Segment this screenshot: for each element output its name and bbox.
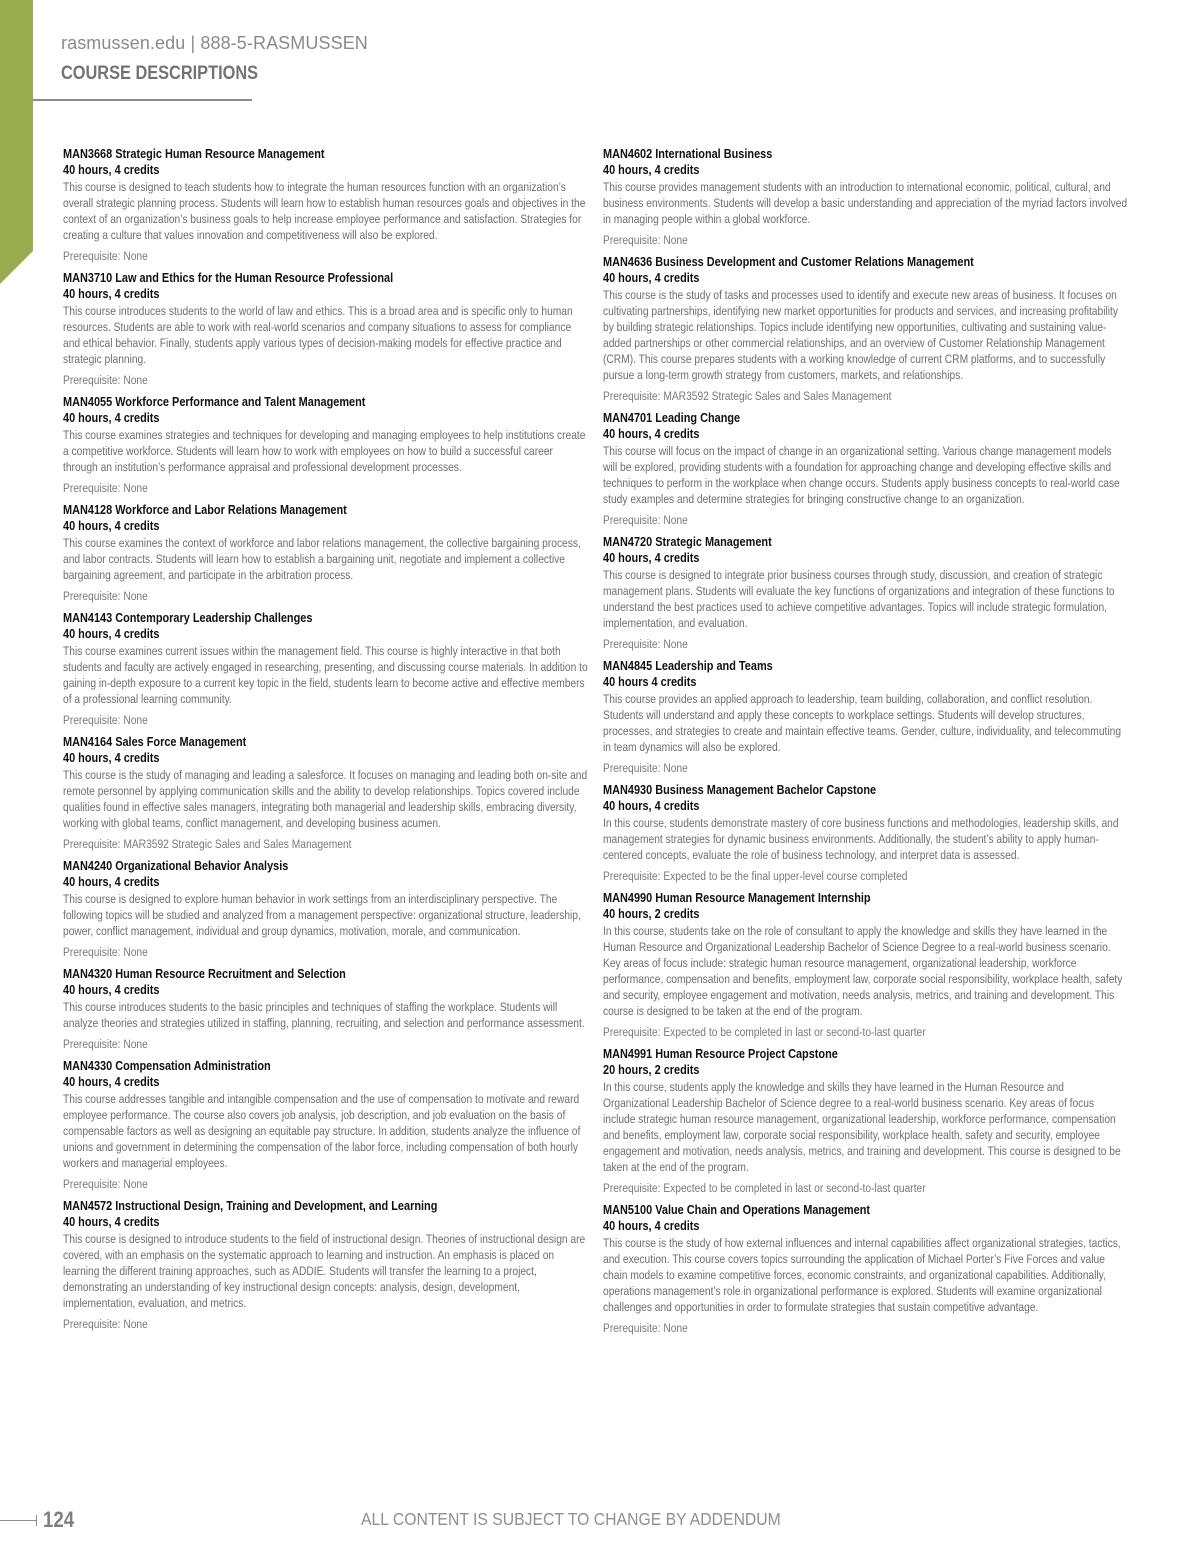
course-title: MAN3710 Law and Ethics for the Human Resource Professional xyxy=(63,270,394,285)
course-hours-credits: 40 hours, 4 credits xyxy=(63,286,160,301)
accent-side-bar xyxy=(0,0,33,284)
course-entry xyxy=(603,410,1128,528)
course-description: This course is the study of managing and leading a salesforce. It focuses on managing and leading both on-site and remote personnel by applying communication skills and the ability to develop relationships. Topics covered include qualities found in effective sales managers, integrating both managerial and leadership skills, embracing diversity, working with global teams, conflict management, and developing business acumen. xyxy=(63,768,588,830)
course-hours-credits: 40 hours 4 credits xyxy=(603,674,697,689)
course-entry xyxy=(63,734,588,852)
course-title: MAN4845 Leadership and Teams xyxy=(603,658,773,673)
course-entry xyxy=(63,966,588,1052)
course-entry xyxy=(63,858,588,960)
course-prerequisite: Prerequisite: None xyxy=(603,761,688,775)
course-hours-credits: 40 hours, 4 credits xyxy=(63,874,160,889)
page-number: 124 xyxy=(43,1507,75,1532)
course-description: This course addresses tangible and intangible compensation and the use of compensation to motivate and reward employee performance. The course also covers job analysis, job description, and job evaluation on the basis of compensable factors as well as designing an equitable pay structure. In addition, students analyze the influence of unions and government in determining the compensation of the labor force, including compensation of both hourly workers and managerial employees. xyxy=(63,1092,581,1170)
left-course-column xyxy=(63,146,588,1338)
course-hours-credits: 40 hours, 4 credits xyxy=(63,162,160,177)
course-prerequisite: Prerequisite: None xyxy=(603,1321,688,1335)
course-hours-credits: 40 hours, 2 credits xyxy=(603,906,700,921)
course-hours-credits: 40 hours, 4 credits xyxy=(63,626,160,641)
course-description: In this course, students take on the role of consultant to apply the knowledge and skills they have learned in the Human Resource and Organizational Leadership Bachelor of Science Degree to a real-world business scenario. Key areas of focus include: strategic human resource management, organizational leadership, workforce performance, compensation and benefits, employment law, corporate social responsibility, workplace health, safety and security, employee engagement and motivation, needs analysis, metrics, and training and development. This course is designed to be taken at the end of the program. xyxy=(603,924,1123,1018)
course-hours-credits: 40 hours, 4 credits xyxy=(603,798,700,813)
course-hours-credits: 20 hours, 2 credits xyxy=(603,1062,700,1077)
course-hours-credits: 40 hours, 4 credits xyxy=(603,162,700,177)
course-title: MAN4572 Instructional Design, Training and Development, and Learning xyxy=(63,1198,438,1213)
course-entry xyxy=(63,146,588,264)
course-title: MAN4320 Human Resource Recruitment and Selection xyxy=(63,966,346,981)
course-title: MAN4720 Strategic Management xyxy=(603,534,772,549)
course-hours-credits: 40 hours, 4 credits xyxy=(63,750,160,765)
addendum-notice: ALL CONTENT IS SUBJECT TO CHANGE BY ADDENDUM xyxy=(361,1509,781,1529)
course-description: This course is the study of tasks and processes used to identify and execute new areas of business. It focuses on cultivating partnerships, identifying new market opportunities for products and services, and increasing profitability by building strategic relationships. Topics include identifying new opportunities, cultivating and sustaining value-added partnerships or other commercial relationships, and an overview of Customer Relationship Management (CRM). This course prepares students with a working knowledge of current CRM platforms, and to successfully pursue a long-term growth strategy from customers, markets, and relationships. xyxy=(603,288,1118,382)
course-title: MAN4701 Leading Change xyxy=(603,410,741,425)
accent-side-bar-shape xyxy=(0,0,33,284)
footer-rule-tick xyxy=(36,1515,37,1526)
header-divider xyxy=(33,99,252,101)
course-hours-credits: 40 hours, 4 credits xyxy=(603,1218,700,1233)
course-description: This course will focus on the impact of change in an organizational setting. Various change management models will be explored, providing students with a foundation for approaching change and developing effective skills and techniques to perform in the workplace when change occurs. Students apply business concepts to real-world case study examples and determine strategies for bringing constructive change to an organization. xyxy=(603,444,1120,506)
course-description: This course is designed to introduce students to the field of instructional design. Theories of instructional design are covered, with an emphasis on the systematic approach to learning and instruction. An emphasis is placed on learning the different training approaches, such as ADDIE. Students will transfer the learning to a project, demonstrating an understanding of key instructional design concepts: analysis, design, development, implementation, evaluation, and metrics. xyxy=(63,1232,586,1310)
course-description: This course is designed to explore human behavior in work settings from an interdisciplinary perspective. The following topics will be studied and analyzed from a management perspective: organizational structure, leadership, power, conflict management, individual and group dynamics, motivation, morale, and communication. xyxy=(63,892,581,938)
course-title: MAN4602 International Business xyxy=(603,146,773,161)
course-entry xyxy=(603,1202,1128,1336)
course-hours-credits: 40 hours, 4 credits xyxy=(63,1074,160,1089)
course-prerequisite: Prerequisite: None xyxy=(63,945,148,959)
course-prerequisite: Prerequisite: None xyxy=(63,1177,148,1191)
course-hours-credits: 40 hours, 4 credits xyxy=(603,550,700,565)
course-prerequisite: Prerequisite: MAR3592 Strategic Sales and Sales Management xyxy=(63,837,352,851)
course-hours-credits: 40 hours, 4 credits xyxy=(63,982,160,997)
course-description: This course introduces students to the basic principles and techniques of staffing the workplace. Students will analyze theories and strategies utilized in staffing, planning, recruiting, and selection and performance assessment. xyxy=(63,1000,585,1030)
course-description: In this course, students demonstrate mastery of core business functions and methodologies, leadership skills, and management strategies for dynamic business environments. Additionally, the student’s ability to apply human-centered concepts, evaluate the role of business technology, and interpret data is assessed. xyxy=(603,816,1119,862)
course-description: This course introduces students to the world of law and ethics. This is a broad area and is specific only to human resources. Students are able to work with real-world scenarios and company situations to assess for compliance and ethical behavior. Finally, students apply various types of decision-making models for effective practice and strategic planning. xyxy=(63,304,573,366)
course-prerequisite: Prerequisite: Expected to be completed in last or second-to-last quarter xyxy=(603,1025,926,1039)
course-prerequisite: Prerequisite: None xyxy=(63,589,148,603)
course-prerequisite: Prerequisite: None xyxy=(63,373,148,387)
course-hours-credits: 40 hours, 4 credits xyxy=(603,426,700,441)
course-description: This course is designed to teach students how to integrate the human resources function with an organization’s overall strategic planning process. Students will learn how to establish human resources goals and objectives in the context of an organization’s business goals to help increase employee performance and satisfaction. Strategies for creating a culture that values innovation and competitiveness will also be explored. xyxy=(63,180,586,242)
course-title: MAN3668 Strategic Human Resource Management xyxy=(63,146,325,161)
course-description: This course provides management students with an introduction to international economic, political, cultural, and business environments. Students will develop a basic understanding and appreciation of the myriad factors involved in managing people within a global workforce. xyxy=(603,180,1128,226)
course-title: MAN4990 Human Resource Management Internship xyxy=(603,890,871,905)
course-entry xyxy=(603,146,1128,248)
course-hours-credits: 40 hours, 4 credits xyxy=(63,518,160,533)
course-title: MAN4991 Human Resource Project Capstone xyxy=(603,1046,838,1061)
course-title: MAN4055 Workforce Performance and Talent Management xyxy=(63,394,366,409)
course-title: MAN4330 Compensation Administration xyxy=(63,1058,271,1073)
course-title: MAN4240 Organizational Behavior Analysis xyxy=(63,858,289,873)
course-description: This course examines the context of workforce and labor relations management, the collective bargaining process, and labor contracts. Students will learn how to establish a bargaining unit, negotiate and implement a collective bargaining agreement, and participate in the arbitration process. xyxy=(63,536,581,582)
course-entry xyxy=(63,610,588,728)
course-entry xyxy=(63,1198,588,1332)
course-prerequisite: Prerequisite: None xyxy=(603,513,688,527)
course-prerequisite: Prerequisite: Expected to be completed in last or second-to-last quarter xyxy=(603,1181,926,1195)
course-entry xyxy=(603,1046,1128,1196)
course-prerequisite: Prerequisite: None xyxy=(63,249,148,263)
course-entry xyxy=(63,1058,588,1192)
course-prerequisite: Prerequisite: None xyxy=(63,1037,148,1051)
course-prerequisite: Prerequisite: None xyxy=(63,481,148,495)
course-entry xyxy=(603,658,1128,776)
course-hours-credits: 40 hours, 4 credits xyxy=(603,270,700,285)
course-prerequisite: Prerequisite: Expected to be the final upper-level course completed xyxy=(603,869,908,883)
course-description: This course is designed to integrate prior business courses through study, discussion, and creation of strategic management plans. Students will evaluate the key functions of organizations and integration of these functions to understand the best practices used to achieve competitive advantages. Topics will include strategic formulation, implementation, and evaluation. xyxy=(603,568,1115,630)
course-description: This course examines current issues within the management field. This course is highly interactive in that both students and faculty are actively engaged in researching, presenting, and discussing course materials. In addition to gaining in-depth exposure to a current key topic in the field, students learn to become active and effective members of a professional learning community. xyxy=(63,644,588,706)
course-entry xyxy=(603,254,1128,404)
course-title: MAN4143 Contemporary Leadership Challenges xyxy=(63,610,313,625)
course-title: MAN4164 Sales Force Management xyxy=(63,734,247,749)
course-entry xyxy=(603,782,1128,884)
course-hours-credits: 40 hours, 4 credits xyxy=(63,1214,160,1229)
course-title: MAN4636 Business Development and Customer Relations Management xyxy=(603,254,974,269)
course-description: This course is the study of how external influences and internal capabilities affect organizational strategies, tactics, and execution. This course covers topics surrounding the application of Michael Porter’s Five Forces and value chain models to examine competitive forces, economic constraints, and organizational capabilities. Additionally, operations management’s role in organizational performance is explored. Students will examine organizational challenges and opportunities in order to formulate strategies that sustain competitive advantage. xyxy=(603,1236,1121,1314)
course-entry xyxy=(63,394,588,496)
course-title: MAN5100 Value Chain and Operations Management xyxy=(603,1202,871,1217)
course-entry xyxy=(63,270,588,388)
course-description: In this course, students apply the knowledge and skills they have learned in the Human Resource and Organizational Leadership Bachelor of Science degree to a real-world business scenario. Key areas of focus include strategic human resource management, organizational leadership, workforce performance, compensation and benefits, employment law, corporate social responsibility, workplace health, safety and security, employee engagement and motivation, needs analysis, metrics, and training and development. This course is designed to be taken at the end of the program. xyxy=(603,1080,1121,1174)
site-url-phone: rasmussen.edu | 888-5-RASMUSSEN xyxy=(61,33,368,53)
course-prerequisite: Prerequisite: None xyxy=(63,1317,148,1331)
footer-rule xyxy=(0,1520,36,1521)
course-title: MAN4128 Workforce and Labor Relations Management xyxy=(63,502,347,517)
course-entry xyxy=(603,890,1128,1040)
course-prerequisite: Prerequisite: None xyxy=(603,637,688,651)
section-title: COURSE DESCRIPTIONS xyxy=(61,63,259,84)
course-entry xyxy=(63,502,588,604)
right-course-column xyxy=(603,146,1128,1342)
course-prerequisite: Prerequisite: None xyxy=(63,713,148,727)
course-hours-credits: 40 hours, 4 credits xyxy=(63,410,160,425)
course-description: This course provides an applied approach to leadership, team building, collaboration, and conflict resolution. Students will understand and apply these concepts to workplace settings. Students will develop structures, processes, and strategies to create and maintain effective teams. Gender, culture, individuality, and telecommuting in team dynamics will also be explored. xyxy=(603,692,1122,754)
course-title: MAN4930 Business Management Bachelor Capstone xyxy=(603,782,877,797)
course-prerequisite: Prerequisite: MAR3592 Strategic Sales and Sales Management xyxy=(603,389,892,403)
course-entry xyxy=(603,534,1128,652)
course-prerequisite: Prerequisite: None xyxy=(603,233,688,247)
course-description: This course examines strategies and techniques for developing and managing employees to help institutions create a competitive workforce. Students will learn how to work with employees on how to build a successful career through an institution’s performance appraisal and professional development processes. xyxy=(63,428,586,474)
